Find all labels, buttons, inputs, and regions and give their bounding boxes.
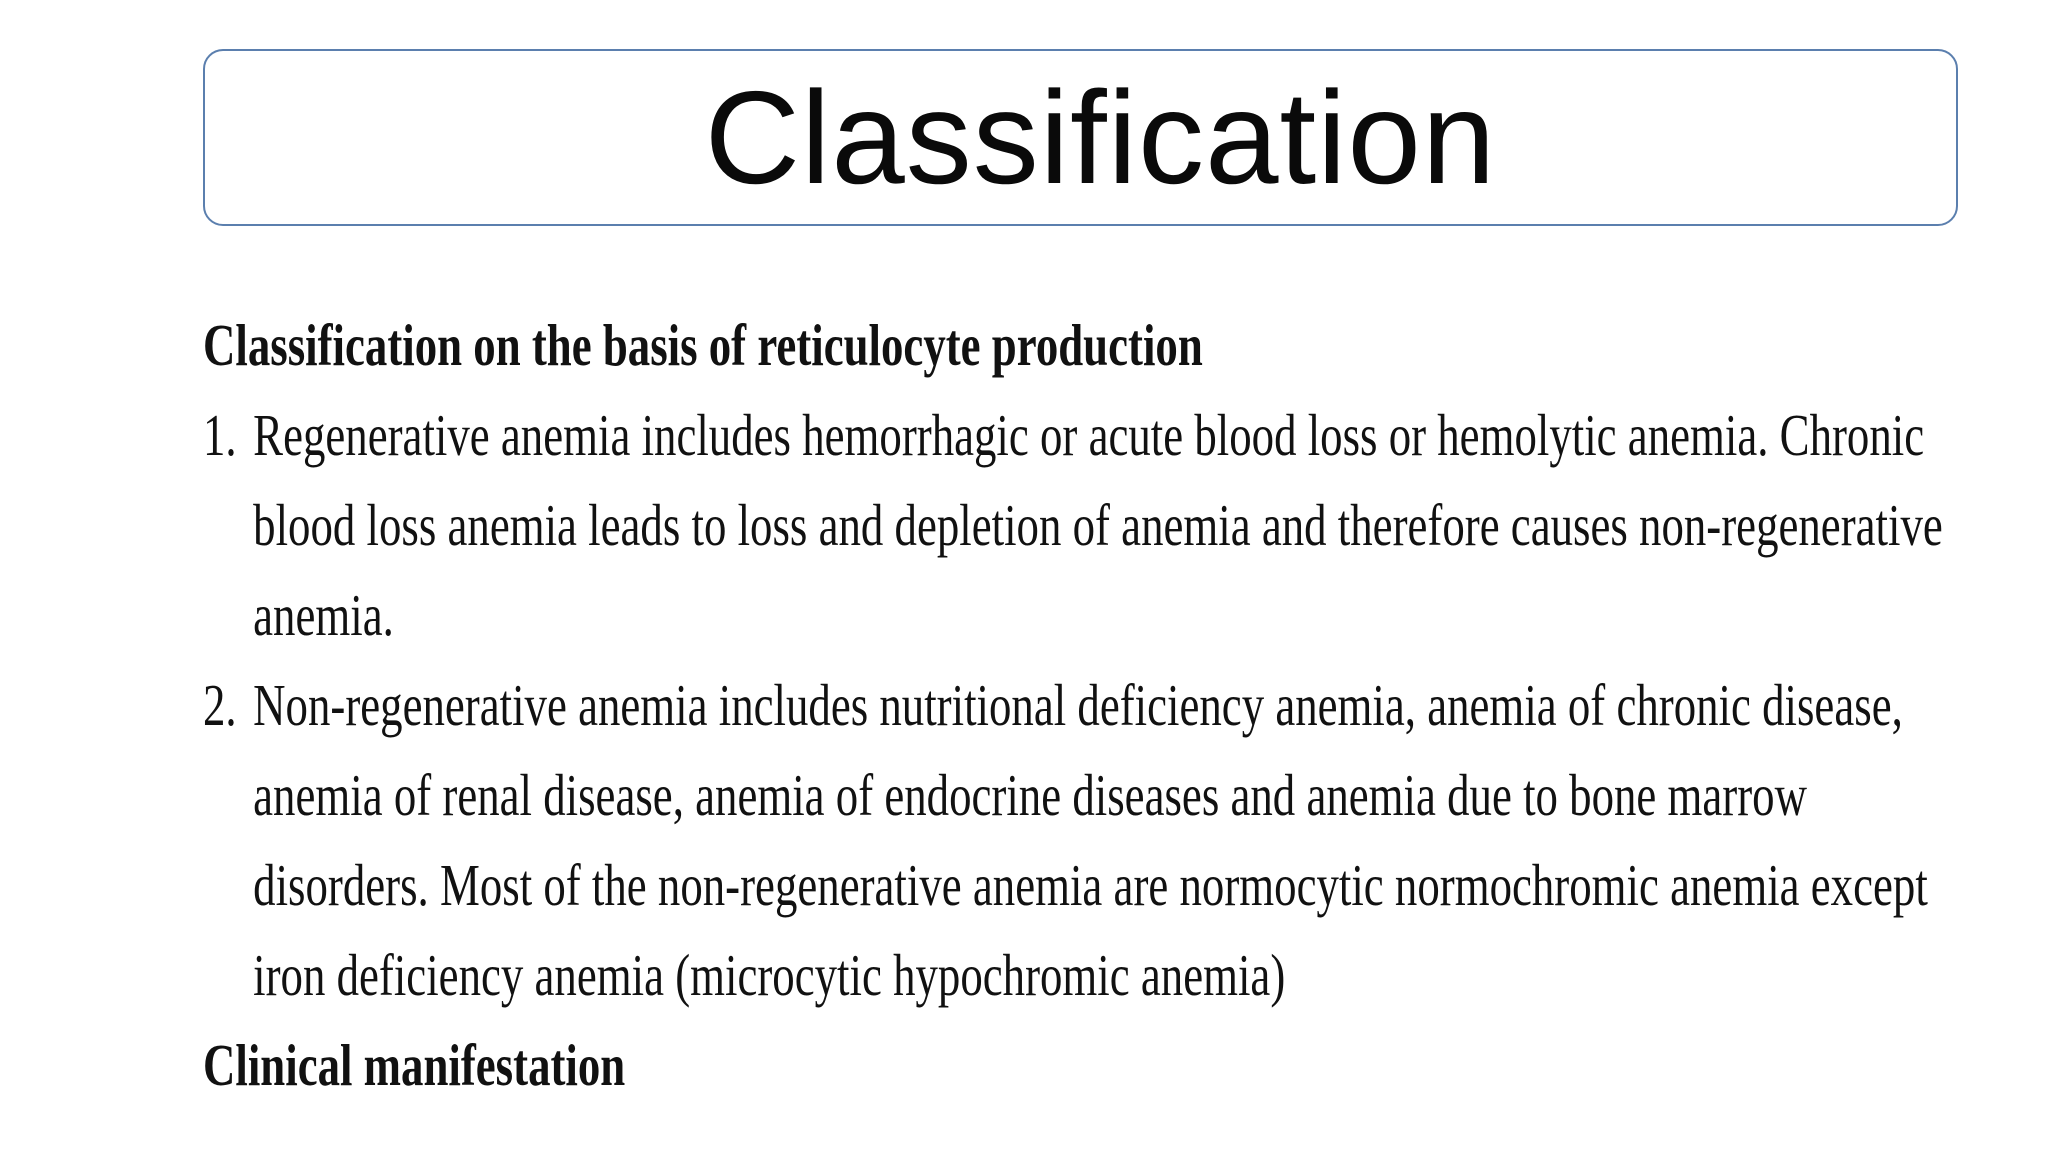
list-item-number: 1. — [203, 402, 237, 468]
list-item-text: Regenerative anemia includes hemorrhagic or acute blood loss or hemolytic anemia. Chronic blood loss anemia leads to loss and depletion of anemia and therefore causes non-regenerative anemia. — [253, 402, 1943, 648]
list-item — [203, 390, 1963, 660]
title-box — [203, 49, 1958, 226]
slide-content — [203, 300, 1943, 1110]
classification-list — [203, 390, 1963, 1020]
clinical-manifestation-heading: Clinical manifestation — [203, 1032, 626, 1098]
list-item — [203, 660, 1963, 1020]
slide-title: Classification — [704, 63, 1497, 211]
list-item-text: Non-regenerative anemia includes nutritional deficiency anemia, anemia of chronic disease, anemia of renal disease, anemia of endocrine diseases and anemia due to bone marrow disorders. Most of the non-regenerative anemia are normocytic normochromic anemia except iron deficiency anemia (microcytic hypochromic anemia) — [253, 672, 1928, 1008]
list-item-number: 2. — [203, 672, 237, 738]
section-heading: Classification on the basis of reticulocyte production — [203, 312, 1203, 378]
